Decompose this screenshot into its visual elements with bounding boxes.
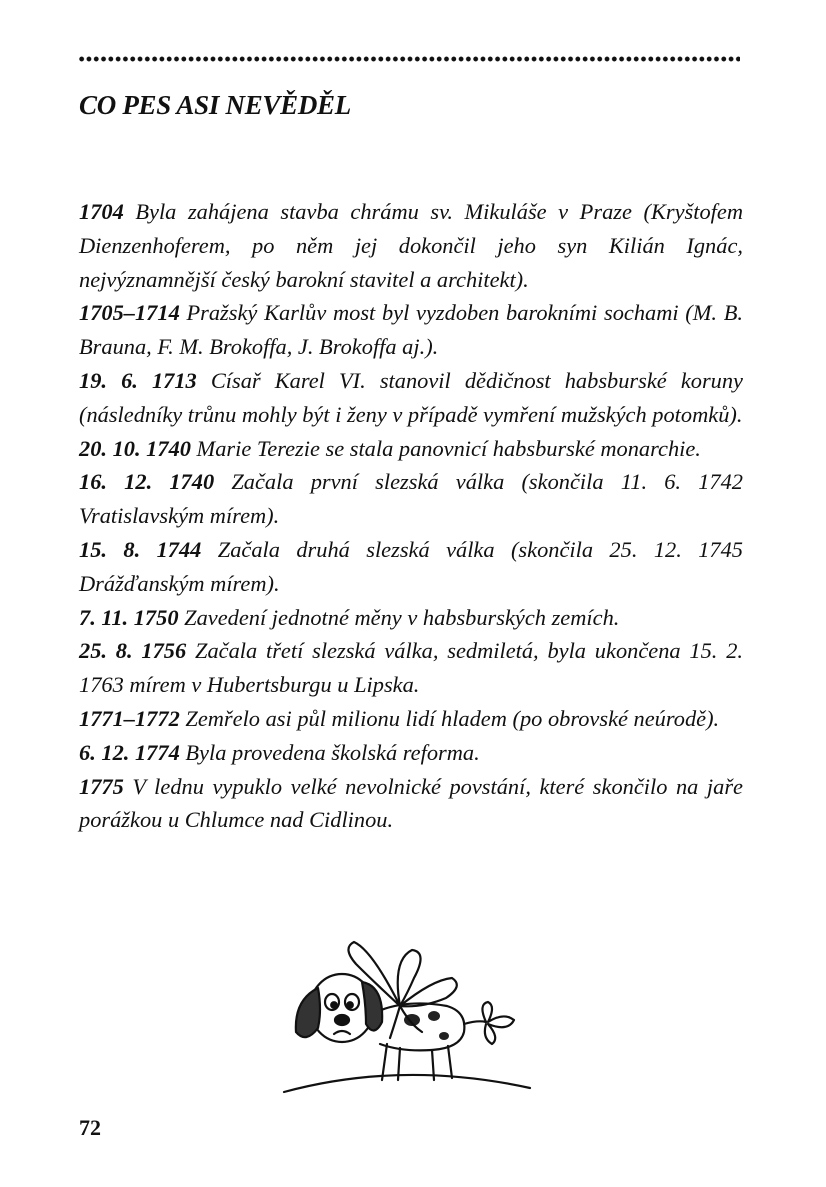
timeline-entry <box>79 533 743 601</box>
timeline-entry <box>79 465 743 533</box>
entry-text: Marie Terezie se stala panovnicí habsburské monarchie. <box>190 435 701 461</box>
entry-date: 1705–1714 <box>79 300 180 326</box>
tail-bow <box>482 1002 514 1044</box>
timeline-list <box>79 195 743 837</box>
timeline-entry <box>79 770 743 838</box>
entry-date: 1771–1772 <box>79 705 180 731</box>
entry-date: 20. 10. 1740 <box>79 435 191 461</box>
entry-date: 6. 12. 1774 <box>79 739 180 765</box>
entry-text: Byla zahájena stavba chrámu sv. Mikuláše v Praze (Kryštofem Dienzenhoferem, po něm jej dokončil jeho syn Kilián Ignác, nejvýznamnější český barokní stavitel a architekt). <box>79 199 743 292</box>
page-number: 72 <box>79 1115 101 1140</box>
dotted-rule <box>78 54 740 64</box>
timeline-entry <box>79 296 743 364</box>
entry-text: Byla provedena školská reforma. <box>179 739 480 765</box>
timeline-entry <box>79 432 743 466</box>
entry-date: 7. 11. 1750 <box>79 604 179 630</box>
timeline-entry <box>79 364 743 432</box>
timeline-entry <box>79 736 743 770</box>
entry-text: Císař Karel VI. stanovil dědičnost habsburské koruny (následníky trůnu mohly být i ženy v případě vymření mužských potomků). <box>79 367 743 427</box>
timeline-entry <box>79 195 743 296</box>
entry-text: V lednu vypuklo velké nevolnické povstání, které skončilo na jaře porážkou u Chlumce nad Cidlinou. <box>79 773 743 833</box>
page-title: CO PES ASI NEVĚDĚL <box>79 90 351 120</box>
entry-text: Zemřelo asi půl milionu lidí hladem (po obrovské neúrodě). <box>179 705 720 731</box>
entry-date: 16. 12. 1740 <box>79 469 215 495</box>
entry-text: Začala první slezská válka (skončila 11. 6. 1742 Vratislavským mírem). <box>79 469 744 529</box>
entry-date: 1775 <box>79 773 124 799</box>
ground-line <box>284 1075 530 1092</box>
entry-text: Začala třetí slezská válka, sedmiletá, byla ukončena 15. 2. 1763 mírem v Hubertsburgu u Lipska. <box>79 638 743 698</box>
entry-text: Pražský Karlův most byl vyzdoben barokními sochami (M. B. Brauna, F. M. Brokoffa, J. Brokoffa aj.). <box>79 300 743 360</box>
dog-nose <box>335 1015 349 1025</box>
dog-ear-right <box>362 982 382 1031</box>
entry-date: 15. 8. 1744 <box>79 536 202 562</box>
timeline-entry <box>79 601 743 635</box>
timeline-entry <box>79 702 743 736</box>
dog-ear-left <box>296 988 320 1037</box>
timeline-entry <box>79 634 743 702</box>
entry-text: Zavedení jednotné měny v habsburských zemích. <box>178 604 620 630</box>
entry-date: 25. 8. 1756 <box>79 638 187 664</box>
entry-date: 19. 6. 1713 <box>79 367 197 393</box>
dog-illustration <box>282 920 532 1095</box>
entry-date: 1704 <box>79 199 124 224</box>
entry-text: Začala druhá slezská válka (skončila 25. 12. 1745 Drážďanským mírem). <box>79 536 743 596</box>
